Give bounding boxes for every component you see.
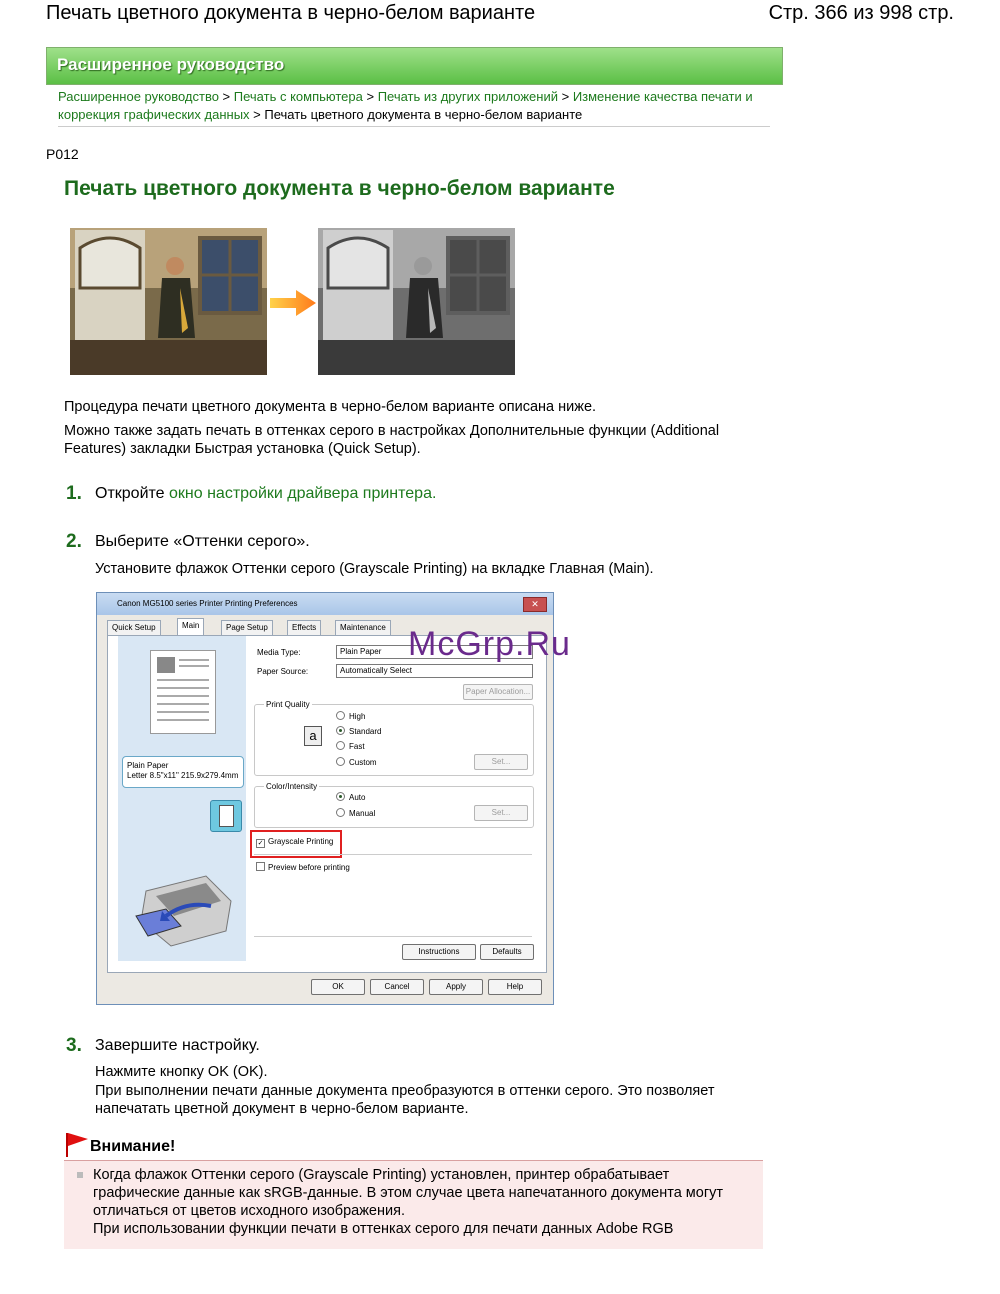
step-3-number: 3.	[66, 1035, 82, 1056]
main-tab-panel	[107, 635, 547, 973]
page-number: Стр. 366 из 998 стр.	[768, 2, 954, 24]
warning-text-2: При использовании функции печати в оттенках серого для печати данных Adobe RGB	[93, 1221, 674, 1237]
paper-info-box	[122, 756, 244, 788]
step-3-detail: Нажмите кнопку OK (OK).	[95, 1064, 268, 1080]
color-intensity-label: Color/Intensity	[266, 782, 318, 791]
divider	[58, 126, 770, 127]
breadcrumb-link-other-apps[interactable]: Печать из других приложений	[377, 89, 558, 104]
dialog-title: Canon MG5100 series Printer Printing Preferences	[117, 599, 298, 608]
paper-allocation-button[interactable]: Paper Allocation...	[463, 684, 533, 700]
step-1-prefix: Откройте	[95, 485, 169, 502]
tab-page-setup[interactable]: Page Setup	[221, 620, 273, 636]
print-quality-label: Print Quality	[266, 700, 310, 709]
step-2-detail: Установите флажок Оттенки серого (Grayscale Printing) на вкладке Главная (Main).	[95, 561, 654, 577]
defaults-button[interactable]: Defaults	[480, 944, 534, 960]
printer-illustration-icon	[126, 861, 236, 951]
quality-custom-radio[interactable]: Custom	[336, 757, 377, 767]
quality-high-radio[interactable]: High	[336, 711, 365, 721]
paper-source-select[interactable]: Automatically Select	[336, 664, 533, 678]
section-banner	[46, 47, 783, 85]
color-manual-radio[interactable]: Manual	[336, 808, 375, 818]
warning-text-1: Когда флажок Оттенки серого (Grayscale Printing) установлен, принтер обрабатывает графические данные как sRGB-данные. В этом случае цвета напечатанного документа могут отличаться от цветов исходного изображения.	[93, 1167, 724, 1219]
media-type-select[interactable]: Plain Paper	[336, 645, 533, 659]
breadcrumb-current: Печать цветного документа в черно-белом варианте	[264, 107, 583, 122]
grayscale-photo	[318, 228, 515, 375]
paper-source-label: Paper Source:	[257, 667, 309, 676]
tab-quick-setup[interactable]: Quick Setup	[107, 620, 161, 636]
step-2-text: Выберите «Оттенки серого».	[95, 533, 310, 550]
cancel-button[interactable]: Cancel	[370, 979, 424, 995]
warning-title: Внимание!	[90, 1138, 176, 1155]
flag-icon	[64, 1131, 90, 1157]
divider	[254, 854, 532, 855]
paper-info-type: Plain Paper	[127, 761, 169, 770]
divider	[254, 936, 532, 937]
page-preview-icon	[150, 650, 216, 734]
intro-paragraph-2: Можно также задать печать в оттенках серого в настройках Дополнительные функции (Additional Features) закладки Быстрая установка (Quick Setup).	[64, 423, 720, 457]
driver-settings-link[interactable]: окно настройки драйвера принтера.	[169, 485, 437, 502]
step-2-number: 2.	[66, 531, 82, 552]
close-icon[interactable]: ✕	[523, 597, 547, 612]
orientation-icon[interactable]	[210, 800, 242, 832]
color-auto-radio[interactable]: Auto	[336, 792, 365, 802]
banner-label: Расширенное руководство	[57, 55, 285, 74]
step-3-detail-2: При выполнении печати данные документа преобразуются в оттенки серого. Это позволяет напечатать цветной документ в черно-белом варианте.	[95, 1083, 715, 1117]
quality-fast-radio[interactable]: Fast	[336, 741, 365, 751]
intro-paragraph-1: Процедура печати цветного документа в черно-белом варианте описана ниже.	[64, 399, 597, 415]
breadcrumb: Расширенное руководство > Печать с компьютера > Печать из других приложений > Изменение качества печати и коррекция графических данных > Печать цветного документа в черно-белом варианте	[58, 89, 753, 122]
quality-set-button[interactable]: Set...	[474, 754, 528, 770]
grayscale-printing-checkbox[interactable]: ✓ Grayscale Printing	[257, 837, 334, 847]
breadcrumb-link-guide[interactable]: Расширенное руководство	[58, 89, 219, 104]
step-1-text	[95, 485, 436, 503]
step-1-number: 1.	[66, 483, 82, 504]
ok-button[interactable]: OK	[311, 979, 365, 995]
paper-info-size: Letter 8.5"x11" 215.9x279.4mm	[127, 771, 239, 780]
instructions-button[interactable]: Instructions	[402, 944, 476, 960]
tab-main[interactable]: Main	[177, 618, 204, 636]
watermark-text: McGrp.Ru	[408, 625, 571, 663]
apply-button[interactable]: Apply	[429, 979, 483, 995]
color-set-button[interactable]: Set...	[474, 805, 528, 821]
page-title: Печать цветного документа в черно-белом варианте	[64, 177, 615, 200]
bullet-icon	[77, 1172, 83, 1178]
warning-text	[93, 1166, 753, 1238]
dialog-titlebar	[97, 593, 553, 615]
arrow-right-icon	[270, 290, 316, 321]
media-type-label: Media Type:	[257, 648, 301, 657]
quality-standard-radio[interactable]: Standard	[336, 726, 381, 736]
color-photo	[70, 228, 267, 375]
document-code: P012	[46, 146, 79, 162]
step-3-text: Завершите настройку.	[95, 1037, 260, 1054]
breadcrumb-link-quality[interactable]: Изменение качества печати и коррекция графических данных	[58, 89, 753, 122]
breadcrumb-link-print-computer[interactable]: Печать с компьютера	[233, 89, 363, 104]
preview-before-printing-checkbox[interactable]: Preview before printing	[256, 862, 350, 872]
quality-letter-icon: a	[304, 726, 322, 746]
page-header-title: Печать цветного документа в черно-белом варианте	[46, 2, 536, 24]
tab-maintenance[interactable]: Maintenance	[335, 620, 391, 636]
help-button[interactable]: Help	[488, 979, 542, 995]
tab-effects[interactable]: Effects	[287, 620, 321, 636]
